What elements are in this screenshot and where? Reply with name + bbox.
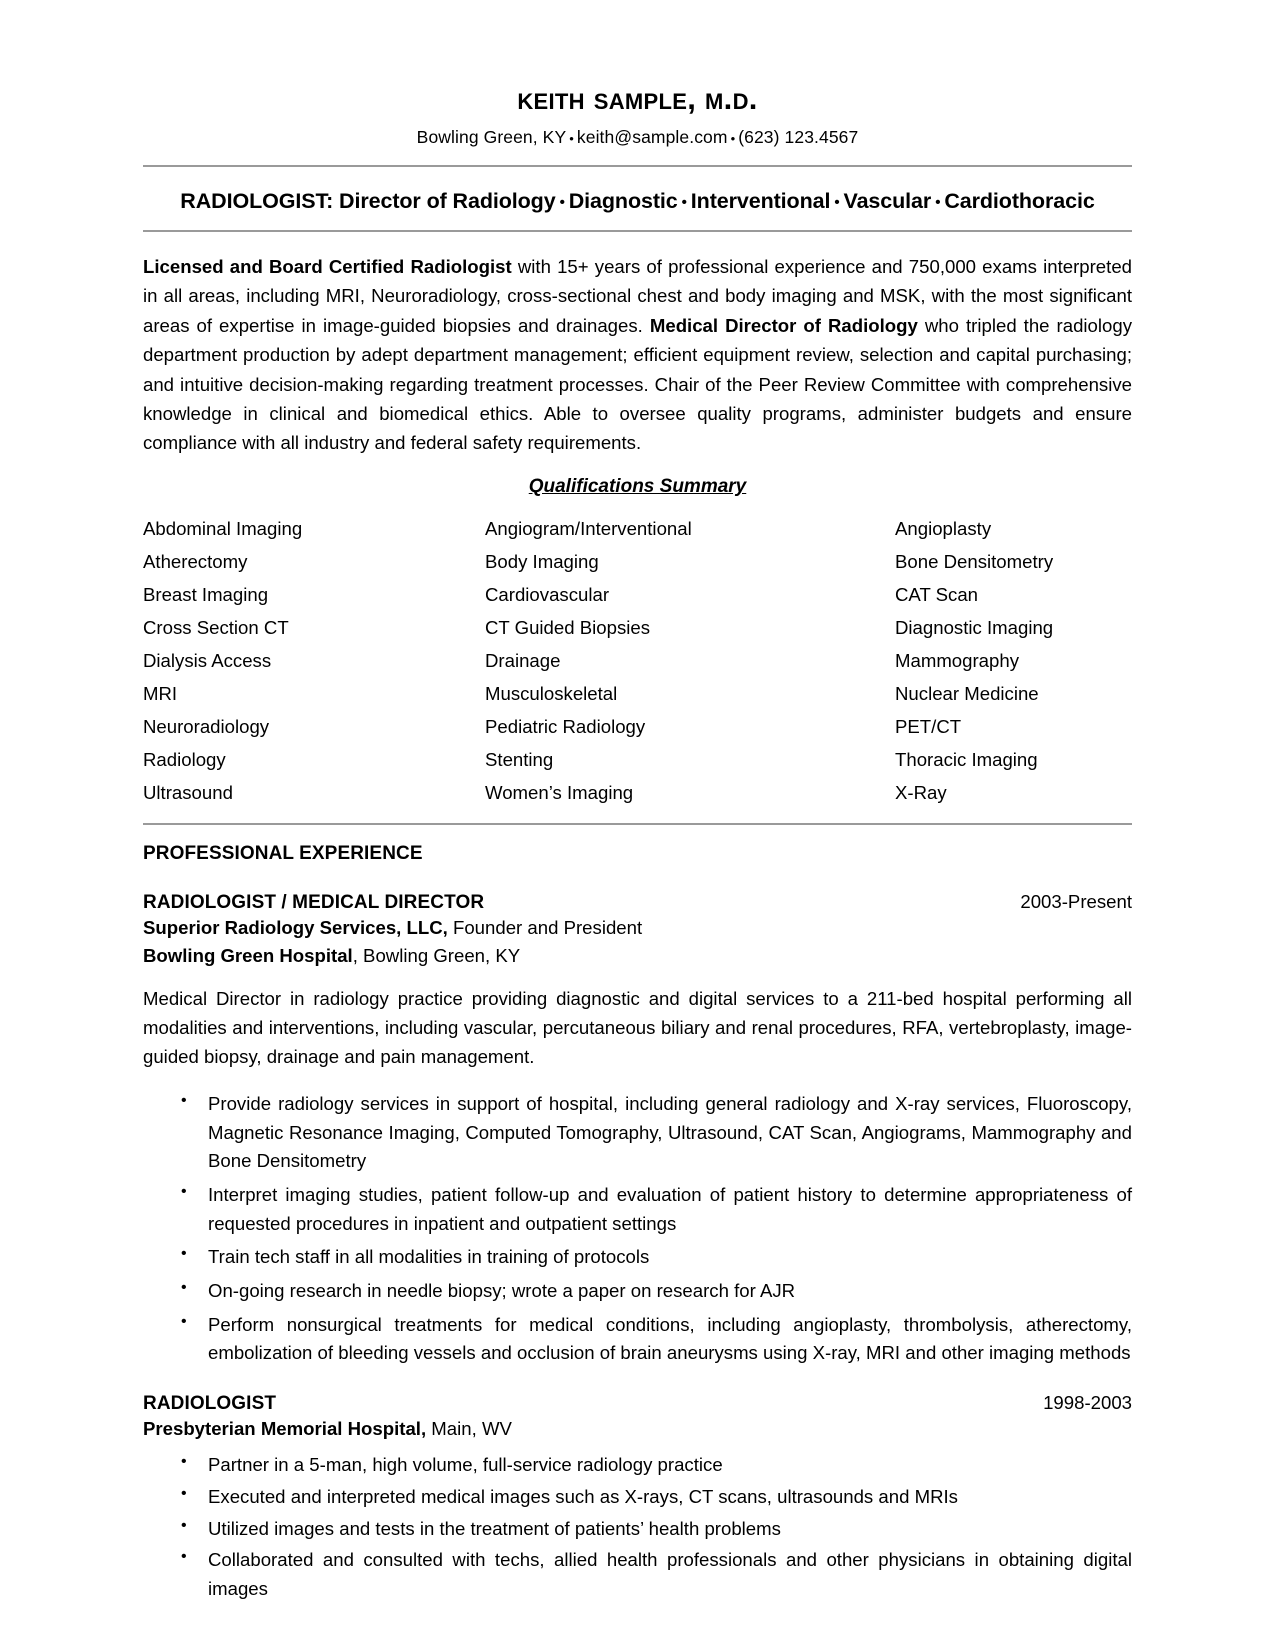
summary-text-1: with 15+ years of professional experience and 750,000 exams interpreted in all areas, including MRI, Neuroradiology, cross-sectional chest and body imaging and MSK, with the most significant areas of expertise in image-guided biopsies and drainages.	[143, 256, 1132, 336]
qualification-item: MRI	[143, 682, 178, 704]
bullet-separator-icon: •	[834, 193, 840, 211]
tagline-lead: RADIOLOGIST: Director of Radiology	[180, 189, 556, 214]
contact-line	[143, 127, 1132, 148]
qualification-item: Abdominal Imaging	[143, 518, 303, 540]
qualification-item: Ultrasound	[143, 781, 233, 803]
qualification-item: Cardiovascular	[485, 584, 610, 606]
qualifications-grid	[143, 513, 1132, 809]
job-bullet: • Perform nonsurgical treatments for medical conditions, including angioplasty, thrombolysis, atherectomy, embolization of bleeding vessels and occlusion of brain aneurysms using X-ray, MRI and other imaging methods	[143, 1311, 1132, 1368]
bullet-separator-icon: •	[730, 130, 736, 146]
summary-bold-lead-2: Medical Director of Radiology	[649, 314, 918, 336]
qualification-item: Angiogram/Interventional	[485, 518, 692, 540]
experience-divider	[143, 823, 1132, 825]
job-title: RADIOLOGIST / MEDICAL DIRECTOR	[143, 892, 485, 914]
bullet-separator-icon: •	[559, 193, 565, 211]
tagline-divider	[143, 230, 1132, 232]
job-entry	[143, 891, 1132, 1367]
qualification-item: PET/CT	[895, 715, 962, 737]
headline-tagline	[143, 189, 1132, 214]
qualification-item: Atherectomy	[143, 551, 248, 573]
qualification-item: Drainage	[485, 649, 561, 671]
qualifications-column-3	[895, 513, 1132, 809]
job-title: RADIOLOGIST	[143, 1392, 277, 1414]
qualification-item: Musculoskeletal	[485, 682, 618, 704]
job-employer	[143, 914, 1132, 942]
job-bullet: • Partner in a 5-man, high volume, full-service radiology practice	[143, 1451, 1132, 1480]
job-bullet: • Train tech staff in all modalities in training of protocols	[143, 1243, 1132, 1272]
qualification-item: Dialysis Access	[143, 649, 272, 671]
job-facility-name: Bowling Green Hospital	[143, 944, 353, 966]
tagline-item-1: Diagnostic	[568, 189, 678, 214]
job-bullet: • Executed and interpreted medical images such as X-rays, CT scans, ultrasounds and MRIs	[143, 1483, 1132, 1512]
qualification-item: Breast Imaging	[143, 584, 269, 606]
qualification-item: Mammography	[895, 649, 1020, 671]
job-bullet: • On-going research in needle biopsy; wrote a paper on research for AJR	[143, 1277, 1132, 1306]
bullet-separator-icon: •	[681, 193, 687, 211]
qualification-item: Nuclear Medicine	[895, 682, 1039, 704]
job-header	[143, 891, 1132, 914]
job-bullet-list	[143, 1090, 1132, 1368]
candidate-name: keith sample, m.d.	[517, 81, 758, 116]
job-bullet: • Collaborated and consulted with techs, allied health professionals and other physicians in obtaining digital images	[143, 1546, 1132, 1603]
qualification-item: Diagnostic Imaging	[895, 617, 1054, 639]
bullet-separator-icon: •	[935, 193, 941, 211]
job-employer-role: Founder and President	[447, 917, 643, 939]
qualification-item: Pediatric Radiology	[485, 715, 646, 737]
qualifications-heading: Qualifications Summary	[528, 476, 747, 498]
qualifications-column-1	[143, 513, 485, 809]
qualification-item: Women’s Imaging	[485, 781, 634, 803]
contact-phone: (623) 123.4567	[738, 127, 859, 148]
job-dates: 2003-Present	[1020, 891, 1132, 913]
qualification-item: Angioplasty	[895, 518, 992, 540]
header-divider	[143, 165, 1132, 167]
summary-text-2: who tripled the radiology department production by adept department management; efficient equipment review, selection and capital purchasing; and intuitive decision-making regarding treatment processes. Chair of the Peer Review Committee with comprehensive knowledge in clinical and biomedical ethics. Able to oversee quality programs, administer budgets and ensure compliance with all industry and federal safety requirements.	[143, 314, 1132, 454]
qualification-item: Stenting	[485, 748, 554, 770]
qualification-item: X-Ray	[895, 781, 947, 803]
qualification-item: Neuroradiology	[143, 715, 270, 737]
section-title-professional-experience: PROFESSIONAL EXPERIENCE	[143, 843, 423, 865]
job-bullet-list	[143, 1451, 1132, 1603]
contact-location: Bowling Green, KY	[416, 127, 567, 148]
job-bullet: • Provide radiology services in support of hospital, including general radiology and X-ray services, Fluoroscopy, Magnetic Resonance Imaging, Computed Tomography, Ultrasound, CAT Scan, Angiograms, Mammography and Bone Densitometry	[143, 1090, 1132, 1176]
job-employer-location: Main, WV	[426, 1417, 512, 1439]
contact-email: keith@sample.com	[576, 127, 728, 148]
tagline-item-2: Interventional	[690, 189, 831, 214]
tagline-item-4: Cardiothoracic	[944, 189, 1095, 214]
qualification-item: Radiology	[143, 748, 226, 770]
job-employer-name: Superior Radiology Services, LLC,	[143, 917, 448, 939]
qualification-item: Cross Section CT	[143, 617, 289, 639]
qualification-item: CT Guided Biopsies	[485, 617, 651, 639]
job-description: Medical Director in radiology practice providing diagnostic and digital services to a 211-bed hospital performing all modalities and interventions, including vascular, percutaneous biliary and renal procedures, RFA, vertebroplasty, image-guided biopsy, drainage and pain management.	[143, 987, 1132, 1068]
qualification-item: Bone Densitometry	[895, 551, 1054, 573]
job-bullet: • Interpret imaging studies, patient follow-up and evaluation of patient history to determine appropriateness of requested procedures in inpatient and outpatient settings	[143, 1181, 1132, 1238]
bullet-separator-icon: •	[569, 130, 574, 146]
job-employer-name: Presbyterian Memorial Hospital,	[143, 1417, 427, 1439]
professional-summary	[143, 252, 1132, 458]
qualification-item: Body Imaging	[485, 551, 599, 573]
job-facility-location: , Bowling Green, KY	[352, 944, 521, 966]
qualification-item: Thoracic Imaging	[895, 748, 1038, 770]
qualifications-column-2	[485, 513, 895, 809]
summary-bold-lead-1: Licensed and Board Certified Radiologist	[143, 256, 512, 278]
job-header	[143, 1392, 1132, 1415]
job-dates: 1998-2003	[1043, 1391, 1132, 1413]
job-entry	[143, 1392, 1132, 1604]
job-employer	[143, 1415, 1132, 1443]
job-bullet: • Utilized images and tests in the treatment of patients’ health problems	[143, 1515, 1132, 1544]
job-location	[143, 942, 1132, 970]
qualification-item: CAT Scan	[895, 584, 979, 606]
tagline-item-3: Vascular	[843, 189, 932, 214]
